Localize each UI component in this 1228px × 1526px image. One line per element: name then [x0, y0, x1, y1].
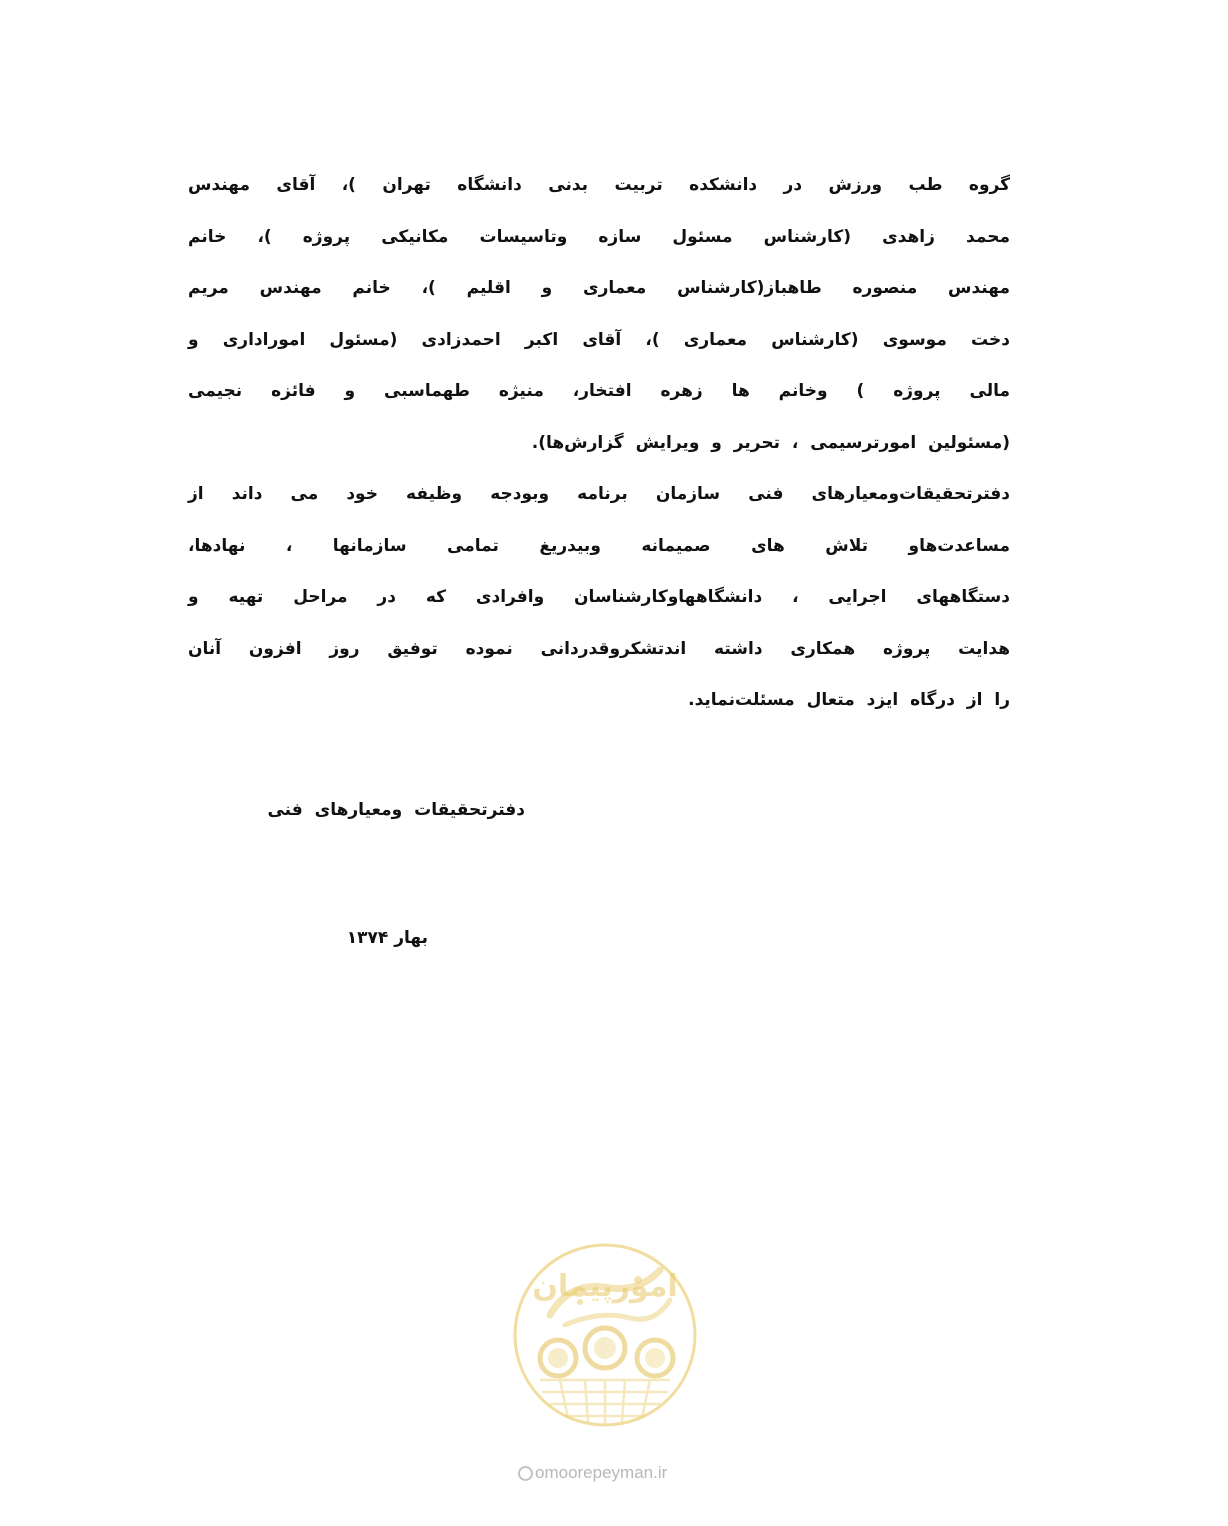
- text-line: دستگاههای اجرایی ، دانشگاهها‌وکارشناسان وافرادی که در مراحل تهیه و: [188, 587, 1010, 607]
- watermark-url-text: omoorepeyman.ir: [535, 1463, 668, 1482]
- signature-office: دفترتحقیقات ومعیارهای فنی: [267, 800, 525, 820]
- text-line: محمد زاهدی (کارشناس مسئول سازه وتاسیسات مکانیکی پروژه )، خانم: [188, 226, 1010, 247]
- text-line: را از درگاه ایزد متعال مسئلت‌نماید.: [688, 690, 1010, 710]
- watermark-logo: [510, 1240, 700, 1430]
- text-line: مهندس منصوره طاهباز(کارشناس معماری و اقلیم )، خانم مهندس مریم: [188, 278, 1010, 298]
- text-line: هدایت پروژه همکاری داشته اندتشکروقدردانی نموده توفیق روز افزون آنان: [188, 638, 1010, 659]
- globe-icon: [518, 1466, 533, 1481]
- text-line: مساعدت‌هاو تلاش های صمیمانه وبیدریغ تمامی سازمانها ، نهادها،: [188, 535, 1010, 556]
- text-line: (مسئولین امورترسیمی ، تحریر و ویرایش گزارش‌ها).: [531, 432, 1010, 453]
- text-line: دفترتحقیقات‌ومعیارهای فنی سازمان برنامه وبودجه وظیفه خود می داند از: [188, 484, 1010, 504]
- logo-text: امورپیمان: [532, 1269, 678, 1304]
- acknowledgement-paragraph: [188, 165, 1010, 732]
- watermark-url: [518, 1463, 718, 1483]
- text-line: مالی پروژه ) وخانم ها زهره افتخار، منیژه طهماسبی و فائزه نجیمی: [188, 381, 1010, 401]
- text-line: دخت موسوی (کارشناس معماری )، آقای اکبر احمدزادی (مسئول اموراداری و: [188, 329, 1010, 350]
- document-date: بهار ۱۳۷۴: [346, 928, 428, 948]
- text-line: گروه طب ورزش در دانشکده تربیت بدنی دانشگاه تهران )، آقای مهندس: [188, 175, 1010, 195]
